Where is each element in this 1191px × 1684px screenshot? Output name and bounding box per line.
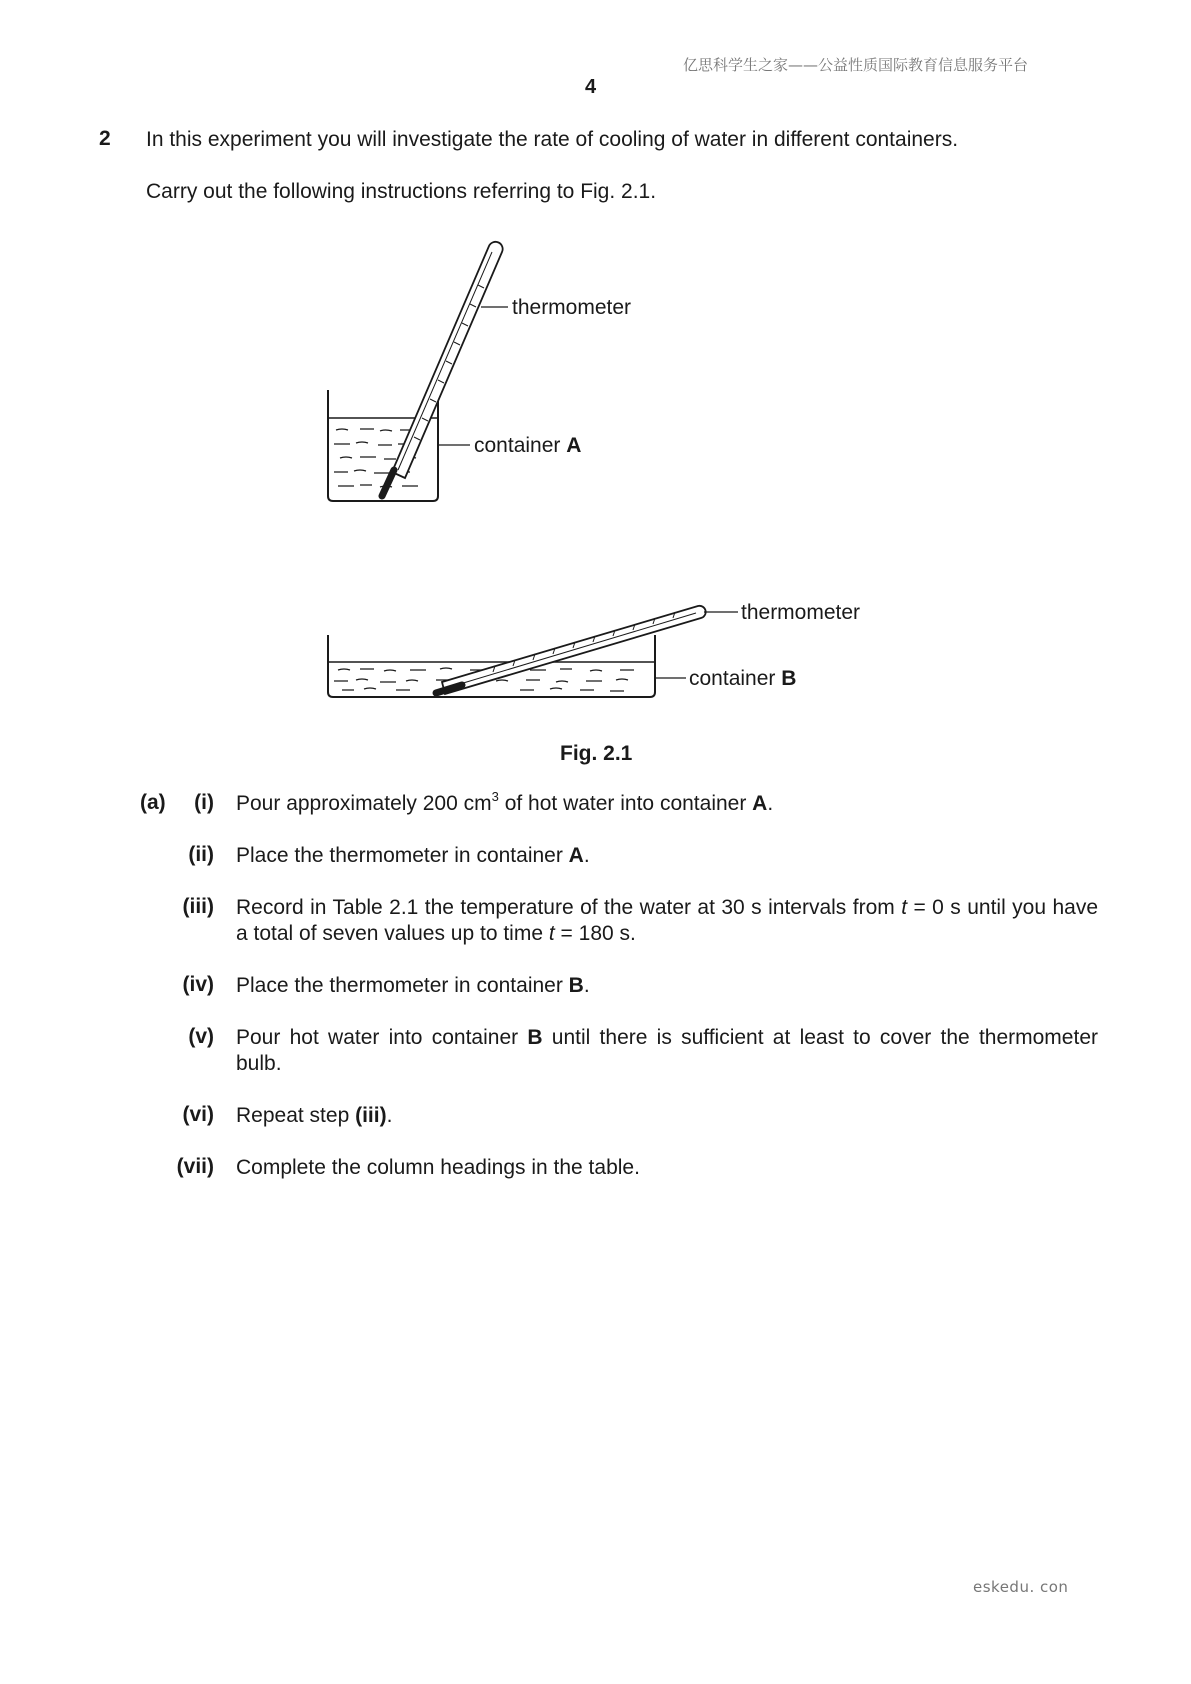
step-i-label: (i) (194, 791, 214, 814)
part-a-label: (a) (140, 791, 166, 814)
label-thermometer-b: thermometer (741, 601, 861, 624)
question-instruction: Carry out the following instructions referring to Fig. 2.1. (146, 180, 657, 203)
step-vii-text: Complete the column headings in the table. (236, 1156, 640, 1179)
thermometer-b (436, 606, 706, 694)
step-ii-text: Place the thermometer in container A. (236, 844, 590, 867)
step-vi-label: (vi) (182, 1103, 214, 1126)
label-container-a: container A (474, 434, 582, 457)
step-iii-label: (iii) (182, 895, 214, 918)
watermark-header: 亿思科学生之家——公益性质国际教育信息服务平台 (683, 56, 1029, 74)
thermometer-a (382, 242, 503, 496)
step-v-text: Pour hot water into container B until there is sufficient at least to cover the thermometer bulb. (236, 1026, 1098, 1075)
label-container-b: container B (689, 667, 797, 690)
step-v-label: (v) (188, 1025, 214, 1048)
question-intro: In this experiment you will investigate the rate of cooling of water in different containers. (146, 128, 959, 151)
figure-2-1 (0, 0, 1191, 780)
watermark-footer: eskedu. con (973, 1578, 1069, 1596)
label-thermometer-a: thermometer (512, 296, 632, 319)
step-i-text: Pour approximately 200 $cm^3$ of hot water into container A. (236, 789, 774, 815)
step-vi-text: Repeat step (iii). (236, 1104, 393, 1127)
page-number: 4 (585, 76, 597, 98)
step-iv-label: (iv) (182, 973, 214, 996)
step-iii-text: Record in Table 2.1 the temperature of the water at 30 s intervals from t = 0 s until you have a total of seven values up to time t = 180 s. (236, 896, 1098, 945)
step-ii-label: (ii) (188, 843, 214, 866)
step-vii-label: (vii) (176, 1155, 214, 1178)
figure-caption: Fig. 2.1 (560, 742, 633, 765)
question-number: 2 (99, 127, 111, 150)
step-iv-text: Place the thermometer in container B. (236, 974, 590, 997)
